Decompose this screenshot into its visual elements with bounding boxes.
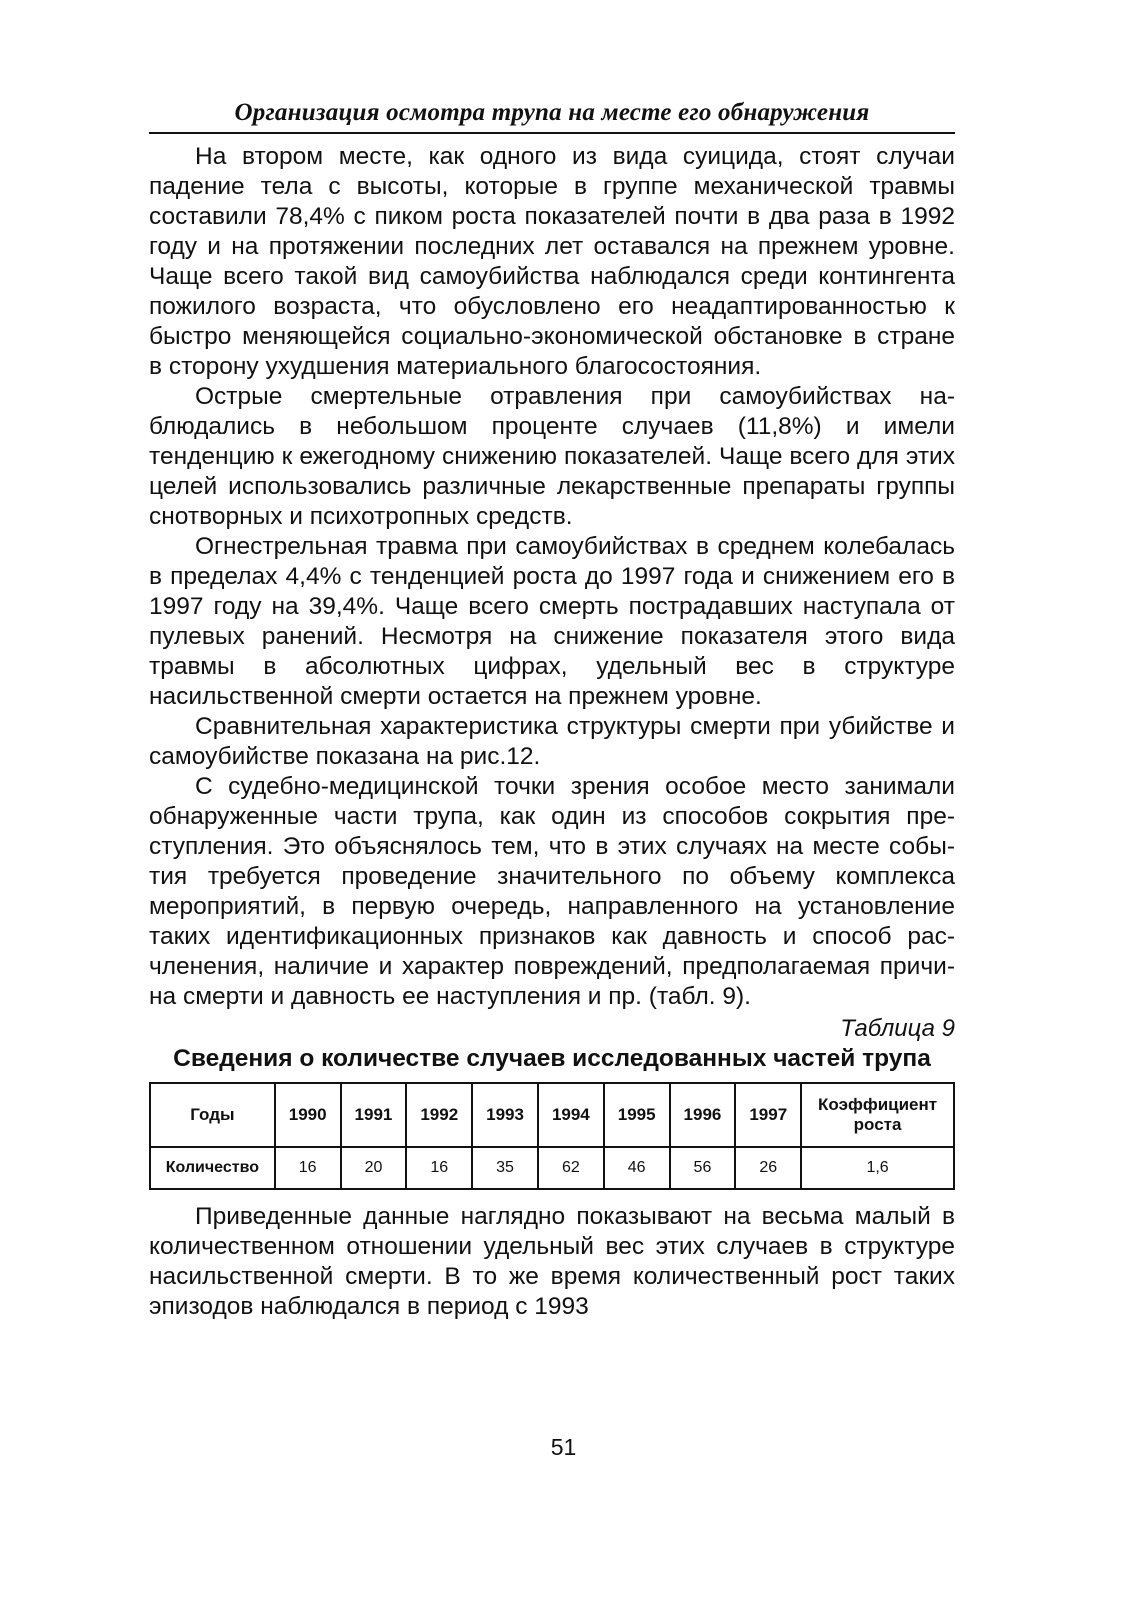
year-cell: 1994 bbox=[538, 1083, 604, 1147]
year-cell: 1995 bbox=[604, 1083, 670, 1147]
paragraph: Приведенные данные наглядно показывают на весьма малый в количественном отношении удельный вес этих случаев в структуре насильственной смерти. В то же время количественный рост таких эпизодов наблюдался в период с 1993 bbox=[149, 1203, 955, 1320]
year-cell: 1990 bbox=[275, 1083, 341, 1147]
coef-value: 1,6 bbox=[801, 1147, 954, 1189]
year-cell: 1997 bbox=[735, 1083, 801, 1147]
data-table bbox=[149, 1082, 955, 1190]
table-header-row bbox=[150, 1083, 954, 1147]
row-header-count: Количество bbox=[150, 1147, 275, 1189]
value-cell: 16 bbox=[406, 1147, 472, 1189]
value-cell: 35 bbox=[472, 1147, 538, 1189]
main-text bbox=[149, 142, 955, 1012]
paragraph: Огнестрельная травма при самоубийствах в среднем колебалась в пределах 4,4% с тенденцией роста до 1997 года и снижением его в 1997 году на 39,4%. Чаще всего смерть пострадавших наступала от пулевых ранений. Несмотря на снижение показателя этого вида травмы в абсолютных цифрах, удельный вес в структуре насильственной смерти остается на прежнем уровне. bbox=[149, 533, 955, 710]
paragraph: Сравнительная характеристика структуры смерти при убийстве и самоубийстве показана на рис.12. bbox=[149, 713, 955, 770]
page bbox=[149, 96, 955, 1322]
paragraph: Острые смертельные отравления при самоубийствах наблюдались в небольшом проценте случаев (11,8%) и имели тенденцию к ежегодному снижению показателей. Чаще всего для этих целей использовались различные лекарственные препараты группы снотворных и психотропных средств. bbox=[149, 383, 955, 530]
value-cell: 62 bbox=[538, 1147, 604, 1189]
table-row bbox=[150, 1147, 954, 1189]
paragraph: На втором месте, как одного из вида суицида, стоят случаи падение тела с высоты, которые в группе механической травмы составили 78,4% с пиком роста показателей почти в два раза в 1992 году и на протяжении последних лет оставался на прежнем уровне. Чаще всего такой вид самоубийства наблюдался среди контингента пожилого возраста, что обусловлено его неадаптированностью к быстро меняющейся социально-экономической обстановке в стране в сторону ухудшения материального благосостояния. bbox=[149, 143, 955, 380]
running-head: Организация осмотра трупа на месте его обнаружения bbox=[149, 96, 955, 134]
table-title: Сведения о количестве случаев исследованных частей трупа bbox=[173, 1045, 931, 1072]
value-cell: 20 bbox=[341, 1147, 407, 1189]
value-cell: 16 bbox=[275, 1147, 341, 1189]
row-header-years: Годы bbox=[150, 1083, 275, 1147]
year-cell: 1992 bbox=[406, 1083, 472, 1147]
page-number: 51 bbox=[550, 1434, 577, 1460]
value-cell: 46 bbox=[604, 1147, 670, 1189]
value-cell: 56 bbox=[670, 1147, 736, 1189]
year-cell: 1996 bbox=[670, 1083, 736, 1147]
year-cell: 1991 bbox=[341, 1083, 407, 1147]
table-caption: Таблица 9 bbox=[840, 1015, 955, 1042]
value-cell: 26 bbox=[735, 1147, 801, 1189]
closing-text bbox=[149, 1202, 955, 1322]
paragraph: С судебно-медицинской точки зрения особое место занимали обнаруженные части трупа, как один из способов сокрытия преступления. Это объяснялось тем, что в этих случаях на месте события требуется проведение значительного по объему комплекса мероприятий, в первую очередь, направленного на установление таких идентификационных признаков как давность и способ расчленения, наличие и характер повреждений, предполагаемая причина смерти и давность ее наступления и пр. (табл. 9). bbox=[149, 773, 955, 1010]
year-cell: 1993 bbox=[472, 1083, 538, 1147]
coef-header: Коэффициент роста bbox=[801, 1083, 954, 1147]
